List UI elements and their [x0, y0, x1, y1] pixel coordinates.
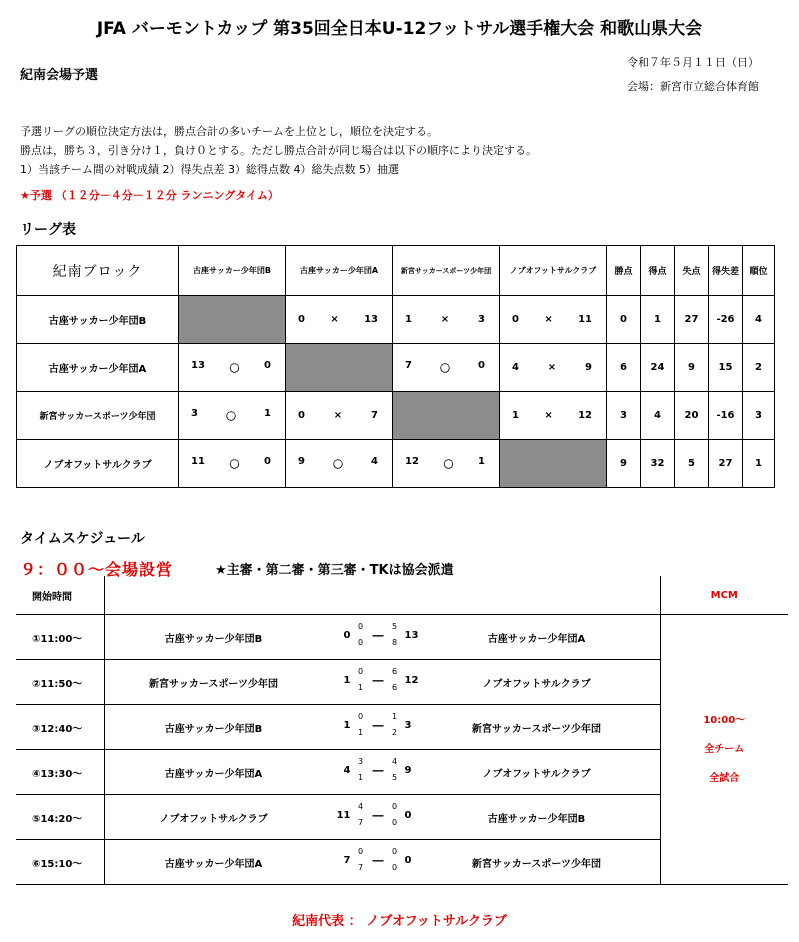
score-against: 9 [585, 362, 592, 373]
away-second-half: 2 [391, 728, 398, 737]
home-total: 0 [343, 630, 351, 641]
schedule-row [16, 615, 788, 660]
home-second-half: 7 [357, 818, 364, 827]
col-header-match [104, 576, 660, 615]
score-dash: ― [372, 674, 384, 687]
away-second-half: 6 [391, 683, 398, 692]
self-match-cell [179, 296, 286, 344]
result-cell [393, 296, 500, 344]
league-row [17, 344, 775, 392]
rule-line-1: 予選リーグの順位決定方法は，勝点合計の多いチームを上位とし，順位を決定する。 [20, 125, 438, 138]
score-against: 12 [578, 410, 592, 421]
page-title: JFA バーモントカップ 第35回全日本U-12フットサル選手権大会 和歌山県大会 [96, 19, 703, 39]
away-team: 古座サッカー少年団A [487, 634, 586, 645]
away-total: 0 [404, 855, 412, 866]
result-mark: × [333, 410, 343, 421]
mcm-note-line: 全チーム [704, 744, 745, 755]
score-against: 4 [371, 456, 378, 467]
score-for: 0 [298, 410, 305, 421]
row-team-name: 古座サッカー少年団A [17, 344, 179, 392]
mcm-note-line: 10:00～ [703, 715, 746, 726]
self-match-cell [286, 344, 393, 392]
home-team: 古座サッカー少年団A [164, 859, 263, 870]
match-time: ④13:30～ [16, 750, 104, 795]
row-team-name: 新宮サッカースポーツ少年団 [17, 392, 179, 440]
col-header-mcm: MCM [660, 576, 788, 615]
stat-rank: 4 [743, 296, 775, 344]
score-against: 1 [478, 456, 485, 467]
stat-rank: 3 [743, 392, 775, 440]
stat-rank: 2 [743, 344, 775, 392]
result-mark: × [330, 314, 339, 325]
home-team: 古座サッカー少年団A [164, 769, 263, 780]
match-time: ③12:40～ [16, 705, 104, 750]
away-team: 新宮サッカースポーツ少年団 [472, 724, 601, 735]
venue-group-title: 紀南会場予選 [20, 68, 99, 83]
away-first-half: 4 [391, 757, 398, 766]
stat-goal-diff: 27 [709, 440, 743, 488]
col-header-team: 古座サッカー少年団A [286, 246, 393, 296]
score-against: 0 [264, 456, 271, 467]
col-header-rank: 順位 [743, 246, 775, 296]
away-first-half: 0 [391, 802, 398, 811]
stat-points: 9 [607, 440, 641, 488]
away-total: 12 [404, 675, 419, 686]
rule-line-3: 1）当該チーム間の対戦成績 2）得失点差 3）総得点数 4）総失点数 5）抽選 [20, 163, 399, 176]
home-second-half: 1 [357, 773, 364, 782]
format-note: ★予選 （１２分－４分－１２分 ランニングタイム） [20, 189, 279, 202]
schedule-heading: タイムスケジュール [20, 531, 145, 547]
home-first-half: 4 [357, 802, 364, 811]
setup-time: ９：００～会場設営 [20, 560, 174, 579]
score-dash: ― [372, 854, 384, 867]
result-cell [500, 392, 607, 440]
result-mark: 〇 [443, 460, 454, 471]
league-row [17, 392, 775, 440]
result-cell [500, 344, 607, 392]
away-second-half: 8 [391, 638, 398, 647]
score-for: 3 [191, 408, 198, 419]
score-against: 0 [264, 360, 271, 371]
score-against: 1 [264, 408, 271, 419]
score-against: 3 [478, 314, 485, 325]
home-total: 7 [343, 855, 351, 866]
result-cell [286, 392, 393, 440]
away-first-half: 0 [391, 847, 398, 856]
home-second-half: 7 [357, 863, 364, 872]
result-mark: 〇 [229, 460, 240, 471]
match-cell [104, 615, 660, 660]
stat-goal-diff: -26 [709, 296, 743, 344]
stat-points: 3 [607, 392, 641, 440]
away-total: 9 [404, 765, 412, 776]
home-second-half: 1 [357, 683, 364, 692]
result-cell [393, 344, 500, 392]
result-cell [286, 440, 393, 488]
score-against: 7 [371, 410, 378, 421]
mcm-note [660, 615, 788, 885]
schedule-header-row [16, 576, 788, 615]
result-mark: 〇 [229, 364, 240, 375]
home-team: 新宮サッカースポーツ少年団 [149, 679, 278, 690]
home-team: 古座サッカー少年団B [164, 634, 263, 645]
result-cell [179, 392, 286, 440]
score-for: 4 [512, 362, 519, 373]
result-mark: 〇 [440, 364, 450, 375]
stat-points: 6 [607, 344, 641, 392]
stat-goals-for: 4 [641, 392, 675, 440]
league-row [17, 440, 775, 488]
match-cell [104, 660, 660, 705]
score-dash: ― [372, 629, 384, 642]
away-first-half: 5 [391, 622, 398, 631]
stat-goals-for: 32 [641, 440, 675, 488]
score-for: 1 [512, 410, 519, 421]
stat-points: 0 [607, 296, 641, 344]
home-first-half: 0 [357, 847, 364, 856]
away-total: 13 [404, 630, 419, 641]
result-mark: × [440, 314, 450, 325]
home-first-half: 0 [357, 667, 364, 676]
home-total: 11 [336, 810, 351, 821]
home-team: 古座サッカー少年団B [164, 724, 263, 735]
score-for: 13 [191, 360, 205, 371]
block-representative: 紀南代表 ： ノブオフットサルクラブ [292, 914, 507, 929]
home-first-half: 3 [357, 757, 364, 766]
event-date: 令和７年５月１１日（日） [627, 56, 759, 69]
match-time: ⑤14:20～ [16, 795, 104, 840]
score-for: 0 [512, 314, 519, 325]
home-team: ノブオフットサルクラブ [159, 814, 268, 825]
home-first-half: 0 [357, 712, 364, 721]
result-mark: 〇 [333, 460, 343, 471]
self-match-cell [393, 392, 500, 440]
score-dash: ― [372, 764, 384, 777]
rule-line-2: 勝点は，勝ち３，引き分け１，負け０とする。ただし勝点合計が同じ場合は以下の順序により決定する。 [20, 144, 537, 157]
match-cell [104, 840, 660, 885]
row-team-name: 古座サッカー少年団B [17, 296, 179, 344]
home-first-half: 0 [357, 622, 364, 631]
match-time: ⑥15:10～ [16, 840, 104, 885]
score-against: 11 [578, 314, 592, 325]
schedule-table [16, 576, 788, 885]
stat-goals-against: 27 [675, 296, 709, 344]
away-first-half: 1 [391, 712, 398, 721]
away-total: 0 [404, 810, 412, 821]
stat-goals-against: 9 [675, 344, 709, 392]
col-header-team: 新宮サッカースポーツ少年団 [393, 246, 500, 296]
stat-goals-for: 1 [641, 296, 675, 344]
result-cell [500, 296, 607, 344]
away-first-half: 6 [391, 667, 398, 676]
score-dash: ― [372, 719, 384, 732]
match-time: ②11:50～ [16, 660, 104, 705]
stat-goals-against: 20 [675, 392, 709, 440]
stat-goals-against: 5 [675, 440, 709, 488]
score-against: 0 [478, 360, 485, 371]
col-header-goals-for: 得点 [641, 246, 675, 296]
stat-goal-diff: 15 [709, 344, 743, 392]
away-total: 3 [404, 720, 412, 731]
stat-goals-for: 24 [641, 344, 675, 392]
result-cell [286, 296, 393, 344]
mcm-note-line: 全試合 [709, 773, 740, 784]
result-mark: × [544, 410, 553, 421]
league-heading: リーグ表 [20, 222, 76, 238]
col-header-team: 古座サッカー少年団B [179, 246, 286, 296]
col-header-goals-against: 失点 [675, 246, 709, 296]
col-header-goal-diff: 得失差 [709, 246, 743, 296]
score-dash: ― [372, 809, 384, 822]
col-header-start-time: 開始時間 [16, 576, 104, 615]
match-cell [104, 705, 660, 750]
home-second-half: 0 [357, 638, 364, 647]
league-header-row [17, 246, 775, 296]
score-for: 1 [405, 314, 412, 325]
result-cell [179, 344, 286, 392]
score-for: 9 [298, 456, 305, 467]
result-cell [393, 440, 500, 488]
away-team: ノブオフットサルクラブ [482, 769, 591, 780]
result-mark: 〇 [226, 412, 236, 423]
referee-note: ★主審・第二審・第三審・TKは協会派遣 [215, 563, 454, 578]
col-header-points: 勝点 [607, 246, 641, 296]
match-cell [104, 750, 660, 795]
league-row [17, 296, 775, 344]
result-mark: × [544, 314, 553, 325]
stat-rank: 1 [743, 440, 775, 488]
score-for: 7 [405, 360, 412, 371]
home-second-half: 1 [357, 728, 364, 737]
stat-goal-diff: -16 [709, 392, 743, 440]
score-for: 0 [298, 314, 305, 325]
match-time: ①11:00～ [16, 615, 104, 660]
row-team-name: ノブオフットサルクラブ [17, 440, 179, 488]
away-team: 古座サッカー少年団B [487, 814, 586, 825]
home-total: 4 [343, 765, 351, 776]
away-team: 新宮サッカースポーツ少年団 [472, 859, 601, 870]
match-cell [104, 795, 660, 840]
block-name: 紀南ブロック [17, 246, 179, 296]
self-match-cell [500, 440, 607, 488]
away-team: ノブオフットサルクラブ [482, 679, 591, 690]
score-against: 13 [364, 314, 378, 325]
col-header-team: ノブオフットサルクラブ [500, 246, 607, 296]
away-second-half: 0 [391, 863, 398, 872]
result-mark: × [547, 362, 557, 373]
score-for: 12 [405, 456, 419, 467]
league-table [16, 245, 775, 488]
away-second-half: 5 [391, 773, 398, 782]
event-venue: 会場：新宮市立総合体育館 [627, 80, 759, 93]
away-second-half: 0 [391, 818, 398, 827]
result-cell [179, 440, 286, 488]
home-total: 1 [343, 675, 351, 686]
score-for: 11 [191, 456, 205, 467]
home-total: 1 [343, 720, 351, 731]
